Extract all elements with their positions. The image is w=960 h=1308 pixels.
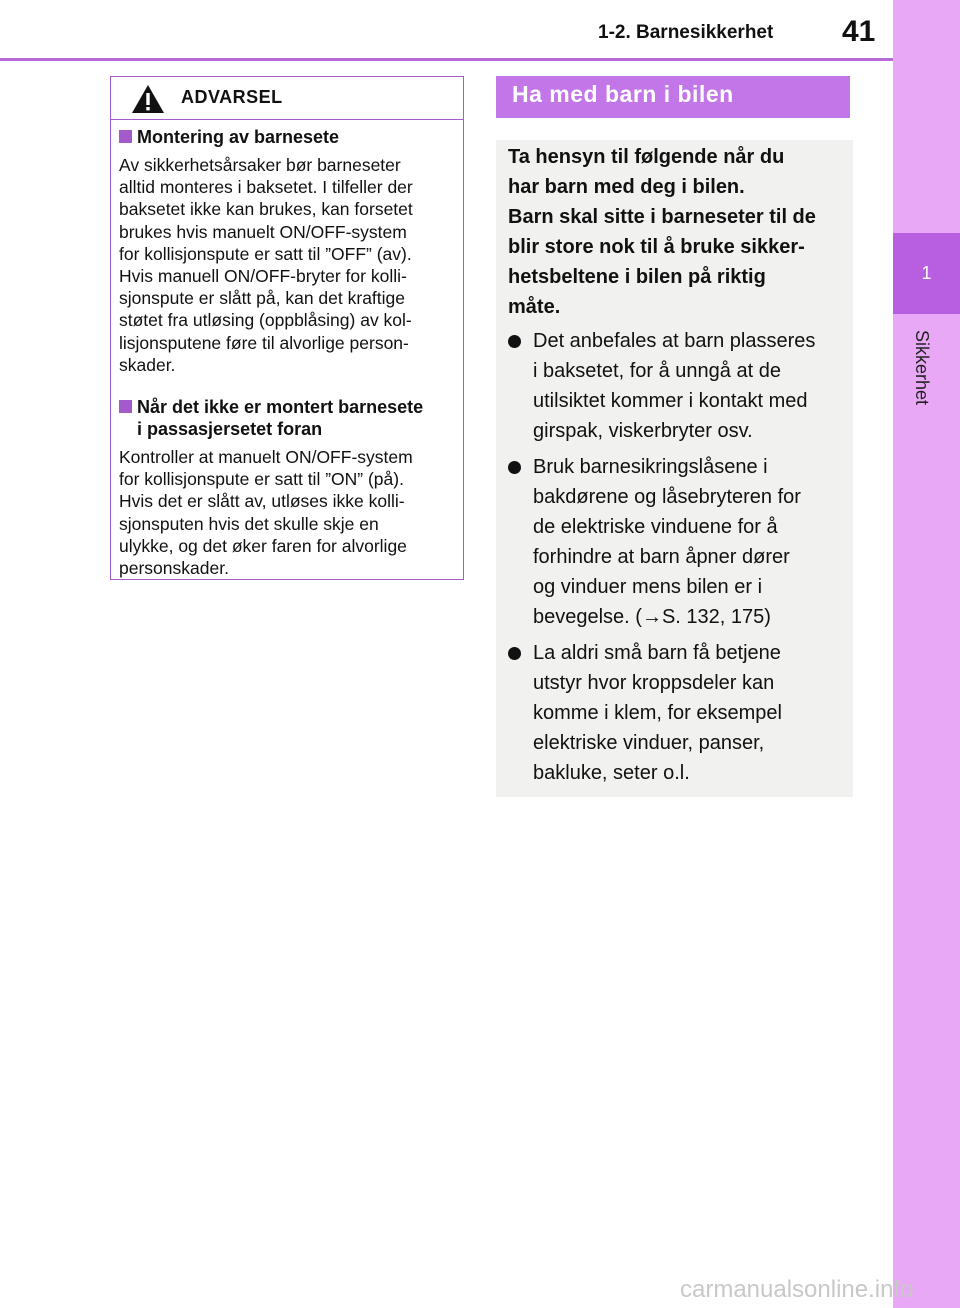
text-line: Hvis manuell ON/OFF-bryter for kolli-: [119, 266, 407, 287]
text-line: girspak, viskerbryter osv.: [533, 420, 753, 442]
text-line: i baksetet, for å unngå at de: [533, 360, 781, 382]
intro-text: [508, 142, 844, 322]
page-reference-link[interactable]: bevegelse. (→S. 132, 175): [533, 606, 771, 628]
square-bullet-icon: [119, 130, 132, 143]
text-line: Bruk barnesikringslåsene i: [533, 456, 768, 478]
text-line: måte.: [508, 296, 561, 318]
text-line: har barn med deg i bilen.: [508, 176, 745, 198]
text-line: lisjonsputene føre til alvorlige person-: [119, 332, 409, 353]
warning-subheading: [119, 126, 455, 148]
heading-line: Når det ikke er montert barnesete: [137, 397, 424, 418]
text-line: sjonspute er slått på, kan det kraftige: [119, 288, 405, 309]
list-item: [508, 452, 844, 632]
text-line: elektriske vinduer, panser,: [533, 732, 765, 754]
text-line: komme i klem, for eksempel: [533, 702, 782, 724]
text-line: og vinduer mens bilen er i: [533, 576, 763, 598]
warning-triangle-icon: [131, 84, 165, 114]
text-line: La aldri små barn få betjene: [533, 642, 781, 664]
bullet-dot-icon: [508, 647, 521, 660]
square-bullet-icon: [119, 400, 132, 413]
text-line: forhindre at barn åpner dører: [533, 546, 790, 568]
text-line: personskader.: [119, 558, 229, 579]
section-heading: 1-2. Barnesikkerhet: [598, 22, 774, 43]
text-line: sjonsputen hvis det skulle skje en: [119, 513, 379, 534]
page-number: 41: [842, 15, 876, 48]
text-line: Kontroller at manuelt ON/OFF-system: [119, 447, 413, 468]
watermark: carmanualsonline.info: [680, 1276, 914, 1303]
warning-title: ADVARSEL: [181, 87, 283, 107]
bullet-list: [508, 326, 844, 794]
text-line: bakdørene og låsebryteren for: [533, 486, 801, 508]
heading-line: i passasjersetet foran: [137, 419, 323, 440]
text-line: ulykke, og det øker faren for alvorlige: [119, 535, 407, 556]
chapter-number: 1: [921, 263, 932, 283]
header-rule: [0, 58, 893, 61]
text-line: Ta hensyn til følgende når du: [508, 146, 785, 168]
text-line: de elektriske vinduene for å: [533, 516, 778, 538]
list-item: [508, 638, 844, 788]
text-line: for kollisjonspute er satt til ”OFF” (av).: [119, 243, 412, 264]
text-line: brukes hvis manuelt ON/OFF-system: [119, 221, 407, 242]
text-line: alltid monteres i baksetet. I tilfeller der: [119, 177, 413, 198]
text-line: utstyr hvor kroppsdeler kan: [533, 672, 775, 694]
text-line: blir store nok til å bruke sikker-: [508, 236, 805, 258]
info-panel: [496, 140, 853, 797]
list-item: [508, 326, 844, 446]
warning-paragraph: [119, 154, 455, 376]
text-line: bakluke, seter o.l.: [533, 762, 690, 784]
section-title: Ha med barn i bilen: [512, 81, 734, 107]
chapter-number-box[interactable]: [893, 233, 960, 314]
bullet-dot-icon: [508, 461, 521, 474]
text-line: hetsbeltene i bilen på riktig: [508, 266, 766, 288]
warning-subheading-text: Montering av barnesete: [137, 127, 340, 147]
text-line: Barn skal sitte i barneseter til de: [508, 206, 816, 228]
text-line: Det anbefales at barn plasseres: [533, 330, 816, 352]
warning-subheading: [119, 396, 455, 440]
warning-box: [110, 76, 464, 580]
text-line: utilsiktet kommer i kontakt med: [533, 390, 808, 412]
text-line: Hvis det er slått av, utløses ikke kolli-: [119, 491, 405, 512]
text-line: baksetet ikke kan brukes, kan forsetet: [119, 199, 413, 220]
section-banner: [496, 76, 850, 118]
text-line: for kollisjonspute er satt til ”ON” (på).: [119, 469, 404, 490]
warning-header: [111, 77, 463, 120]
chapter-label: Sikkerhet: [912, 330, 932, 406]
bullet-dot-icon: [508, 335, 521, 348]
text-line: Av sikkerhetsårsaker bør barneseter: [119, 155, 401, 175]
warning-subheading-text: [137, 396, 423, 440]
warning-paragraph: [119, 446, 455, 579]
text-line: skader.: [119, 354, 176, 375]
warning-body: [111, 120, 463, 579]
text-line: støtet fra utløsing (oppblåsing) av kol-: [119, 310, 412, 331]
chapter-side-tab: [893, 0, 960, 1308]
